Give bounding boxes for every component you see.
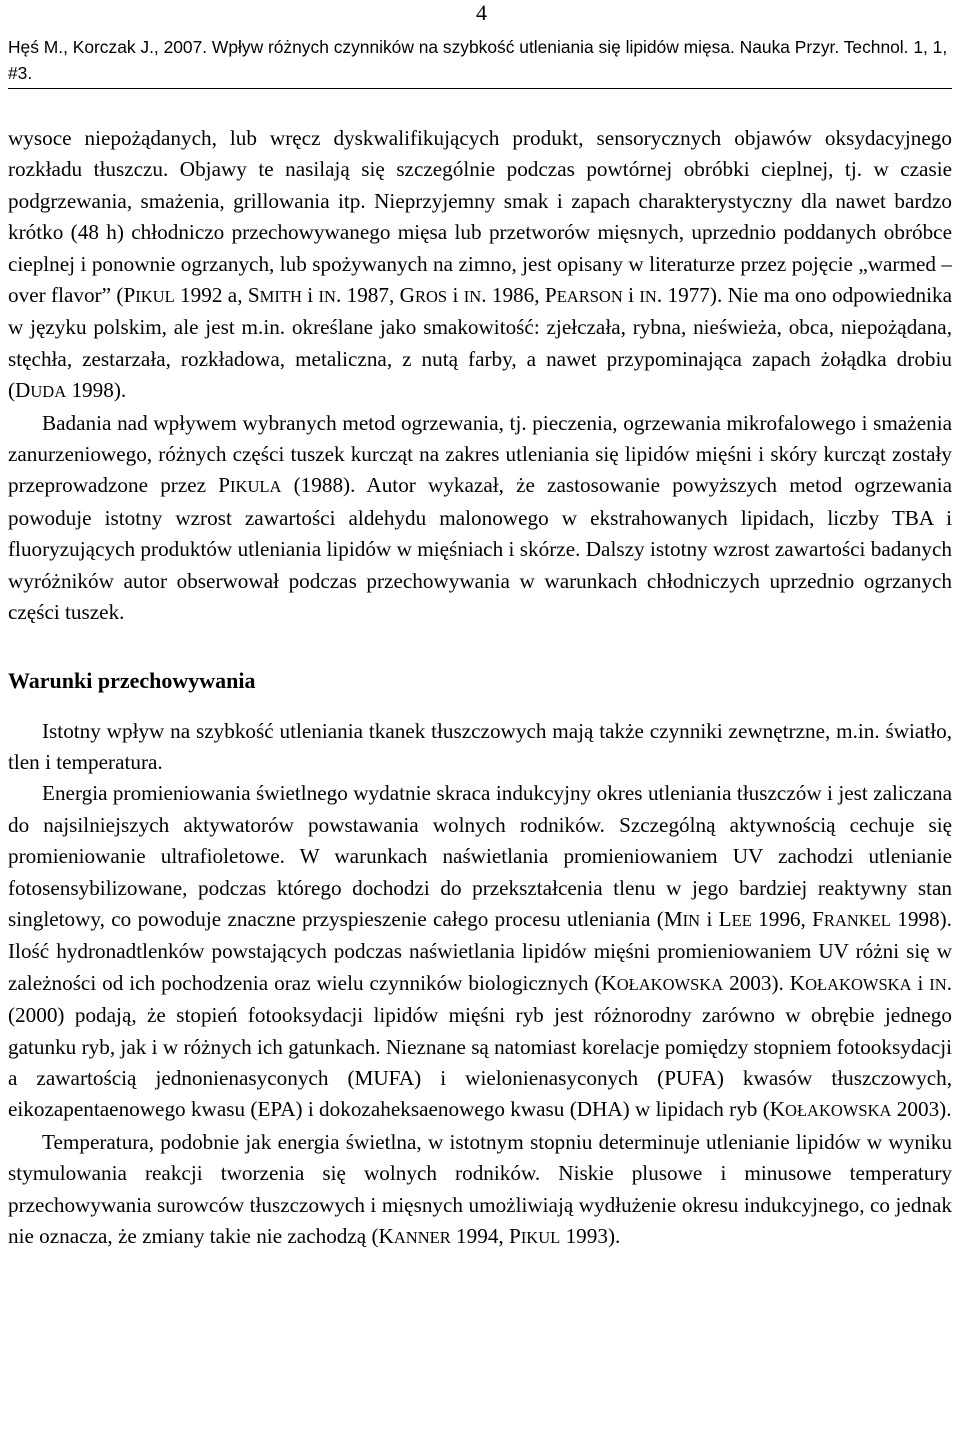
author-smallcaps: IN <box>929 974 947 994</box>
author-smallcaps: EE <box>731 910 752 930</box>
text-run: i <box>911 970 930 995</box>
author-smallcaps: OŁAKOWSKA <box>805 974 912 994</box>
running-header-citation: Hęś M., Korczak J., 2007. Wpływ różnych czynników na szybkość utleniania się lipidów mięsa. Nauka Przyr. Technol. 1, 1, #3. <box>8 34 952 89</box>
text-run: . 1986, P <box>481 283 557 308</box>
text-run: 1993). <box>560 1224 621 1248</box>
text-run: 1994, P <box>450 1224 521 1248</box>
text-run: i <box>622 283 640 308</box>
text-run: i L <box>700 906 732 931</box>
author-smallcaps: OŁAKOWSKA <box>616 974 724 994</box>
text-run: 1998). Ilość hydronadtlenków powstających podczas naświetlania lipidów mięśni promieniowaniem UV różni się w zależności od ich pochodzenia oraz wielu czynników biologicznych (K <box>8 906 952 995</box>
text-run: . 1977). Nie ma ono odpowiednika w języku polskim, ale jest m.in. określane jako smakowitość: zjełczała, rybna, nieświeża, obca, niepożądana, stęchła, zestarzała, rozkładowa, metaliczna, z nutą farby, a nawet przypominająca zapach żołądka drobiu (D <box>8 283 953 403</box>
text-run: 2003). <box>891 1097 952 1122</box>
page-number: 4 <box>476 0 487 25</box>
paragraph-p4 <box>8 778 952 1126</box>
author-smallcaps: MITH <box>259 287 302 307</box>
article-body <box>8 123 952 1253</box>
paragraph-p5 <box>8 1127 952 1254</box>
author-smallcaps: IKUL <box>520 1228 561 1247</box>
paragraph-p3 <box>8 716 952 779</box>
text-run: (1988). Autor wykazał, że zastosowanie powyższych metod ogrzewania powoduje istotny wzrost zawartości aldehydu malonowego w ekstrahowanych lipidach, liczby TBA i fluoryzujących produktów utleniania lipidów w mięśniach i skórze. Dalszy istotny wzrost zawartości badanych wyróżników autor obserwował podczas przechowywania w warunkach chłodniczych uprzednio ogrzanych części tuszek. <box>8 473 952 625</box>
text-run: i <box>447 283 464 308</box>
author-smallcaps: UDA <box>30 382 67 402</box>
section-heading <box>8 665 952 696</box>
paragraph-p2 <box>8 408 952 629</box>
author-smallcaps: RANKEL <box>823 910 891 930</box>
text-run: 2003). K <box>723 970 806 995</box>
author-smallcaps: EARSON <box>556 287 623 307</box>
text-run: Warunki przechowywania <box>8 667 256 693</box>
text-run: Badania nad wpływem wybranych metod ogrzewania, tj. pieczenia, ogrzewania mikrofalowego i smażenia zanurzeniowego, różnych części tuszek kurcząt na zakres utleniania się lipidów mięśni i skóry kurcząt zostały przeprowadzone przez P <box>8 410 952 498</box>
author-smallcaps: ROS <box>414 287 448 307</box>
text-run: 1996, F <box>751 906 824 931</box>
author-smallcaps: IKUL <box>135 287 175 307</box>
text-run: Istotny wpływ na szybkość utleniania tkanek tłuszczowych mają także czynniki zewnętrzne, m.in. światło, tlen i temperatura. <box>8 718 952 774</box>
author-smallcaps: IN <box>318 287 336 307</box>
author-smallcaps: IN <box>463 287 482 307</box>
text-run: wysoce niepożądanych, lub wręcz dyskwalifikujących produkt, sensorycznych objawów oksydacyjnego rozkładu tłuszczu. Objawy te nasilają się szczególnie podczas powtórnej obróbki cieplnej, tj. w czasie podgrzewania, smażenia, grillowania itp. Nieprzyjemny smak i zapach charakterystyczny dla nawet bardzo krótko (48 h) chłodniczo przechowywanego mięsa lub przetworów mięsnych, uprzednio poddanych obróbce cieplnej i ponownie ogrzanych, lub spożywanych na zimno, jest opisany w literaturze przez pojęcie „warmed – over flavor” (P <box>8 126 952 308</box>
text-run: i <box>301 283 319 308</box>
author-smallcaps: ANNER <box>393 1228 451 1247</box>
text-run: 1992 a, S <box>174 283 260 308</box>
text-run: . (2000) podają, że stopień fotooksydacji lipidów mięśni ryb jest różnorodny zarówno w obrębie jednego gatunku ryb, jak i w różnych ich gatunkach. Nieznane są natomiast korelacje pomiędzy stopniem fotooksydacji a zawartością jednonienasyconych (MUFA) i wielonienasyconych (PUFA) kwasów tłuszczowych, eikozapentaenowego kwasu (EPA) i dokozaheksaenowego kwasu (DHA) w lipidach ryb (K <box>8 970 953 1122</box>
text-run: 1998). <box>66 378 127 403</box>
text-run: Temperatura, podobnie jak energia świetlna, w istotnym stopniu determinuje utlenianie lipidów w wyniku stymulowania reakcji tworzenia się wolnych rodników. Niskie plusowe i minusowe temperatury przechowywania surowców tłuszczowych i mięsnych umożliwiają wydłużenie okresu indukcyjnego, co jednak nie oznacza, że zmiany takie nie zachodzą (K <box>8 1129 952 1248</box>
text-run: Energia promieniowania świetlnego wydatnie skraca indukcyjny okres utleniania tłuszczów i jest zaliczana do najsilniejszych aktywatorów powstawania wolnych rodników. Szczególną aktywnością cechuje się promieniowanie ultrafioletowe. W warunkach naświetlania promieniowaniem UV zachodzi utlenianie fotosensybilizowane, podczas którego dochodzi do przekształcenia tlenu w jego bardziej reaktywny stan singletowy, co powoduje znaczne przyspieszenie całego procesu utleniania (M <box>8 781 952 931</box>
author-smallcaps: IKULA <box>230 477 282 497</box>
author-smallcaps: IN <box>682 910 701 930</box>
author-smallcaps: OŁAKOWSKA <box>785 1101 892 1121</box>
paragraph-p1 <box>8 123 952 408</box>
text-run: . 1987, G <box>335 283 415 308</box>
author-smallcaps: IN <box>639 287 657 307</box>
